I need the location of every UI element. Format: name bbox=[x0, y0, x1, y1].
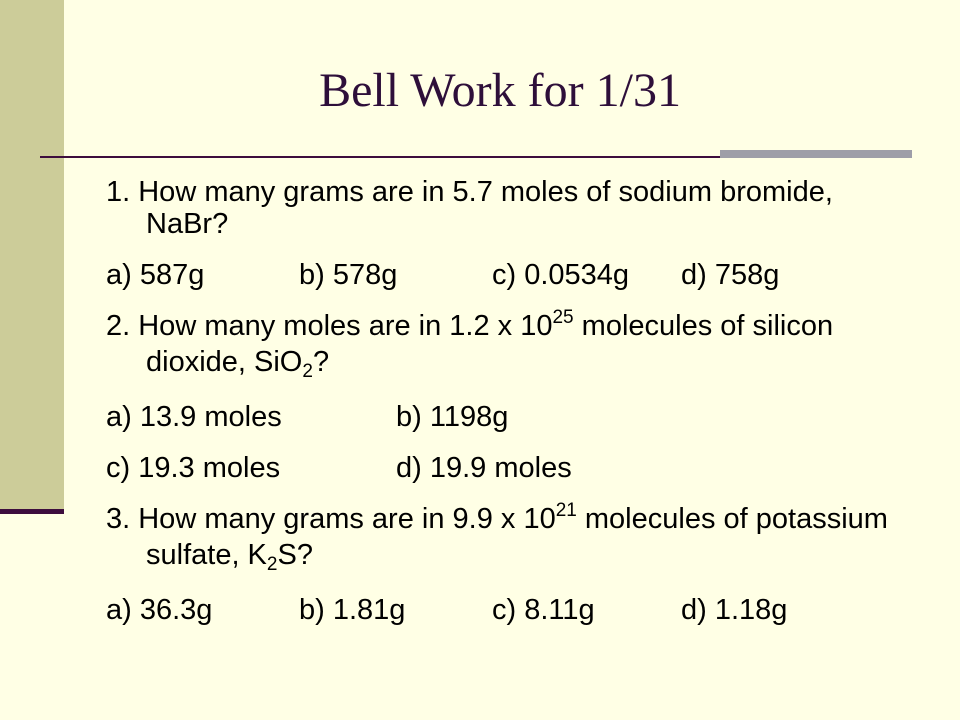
answer-option: b) 1.81g bbox=[299, 594, 406, 626]
answer-option: a) 587g bbox=[106, 259, 205, 291]
question-text: 3. How many grams are in 9.9 x 10 bbox=[106, 503, 556, 535]
question-1: 1. How many grams are in 5.7 moles of sodium bromide, NaBr? bbox=[106, 176, 833, 240]
answer-option: a) 36.3g bbox=[106, 594, 213, 626]
answer-option: b) 1198g bbox=[396, 401, 509, 433]
slide-body bbox=[106, 176, 906, 645]
exponent: 25 bbox=[552, 307, 574, 328]
answer-row-1 bbox=[106, 259, 906, 291]
answer-row-2a bbox=[106, 401, 906, 433]
answer-option: d) 1.18g bbox=[681, 594, 788, 626]
answer-option: d) 758g bbox=[681, 259, 780, 291]
decorative-side-line bbox=[0, 509, 64, 514]
answer-option: c) 0.0534g bbox=[492, 259, 630, 291]
subscript: 2 bbox=[302, 361, 313, 382]
answer-option: b) 578g bbox=[299, 259, 398, 291]
answer-option: a) 13.9 moles bbox=[106, 401, 282, 433]
answer-option: c) 19.3 moles bbox=[106, 452, 281, 484]
answer-option: c) 8.11g bbox=[492, 594, 595, 626]
answer-row-2b bbox=[106, 452, 906, 484]
question-text: molecules of potassium sulfate, K bbox=[146, 503, 888, 571]
question-text: S? bbox=[277, 539, 313, 571]
question-text: molecules of silicon dioxide, SiO bbox=[146, 310, 834, 378]
question-text: ? bbox=[312, 346, 330, 378]
question-3 bbox=[106, 500, 906, 575]
slide-title: Bell Work for 1/31 bbox=[319, 64, 681, 117]
question-text: 2. How many moles are in 1.2 x 10 bbox=[106, 310, 553, 342]
exponent: 21 bbox=[555, 500, 577, 521]
subscript: 2 bbox=[266, 554, 278, 575]
answer-row-3 bbox=[106, 594, 906, 626]
question-2 bbox=[106, 307, 906, 382]
answer-option: d) 19.9 moles bbox=[396, 452, 572, 484]
title-divider-accent bbox=[720, 150, 912, 158]
